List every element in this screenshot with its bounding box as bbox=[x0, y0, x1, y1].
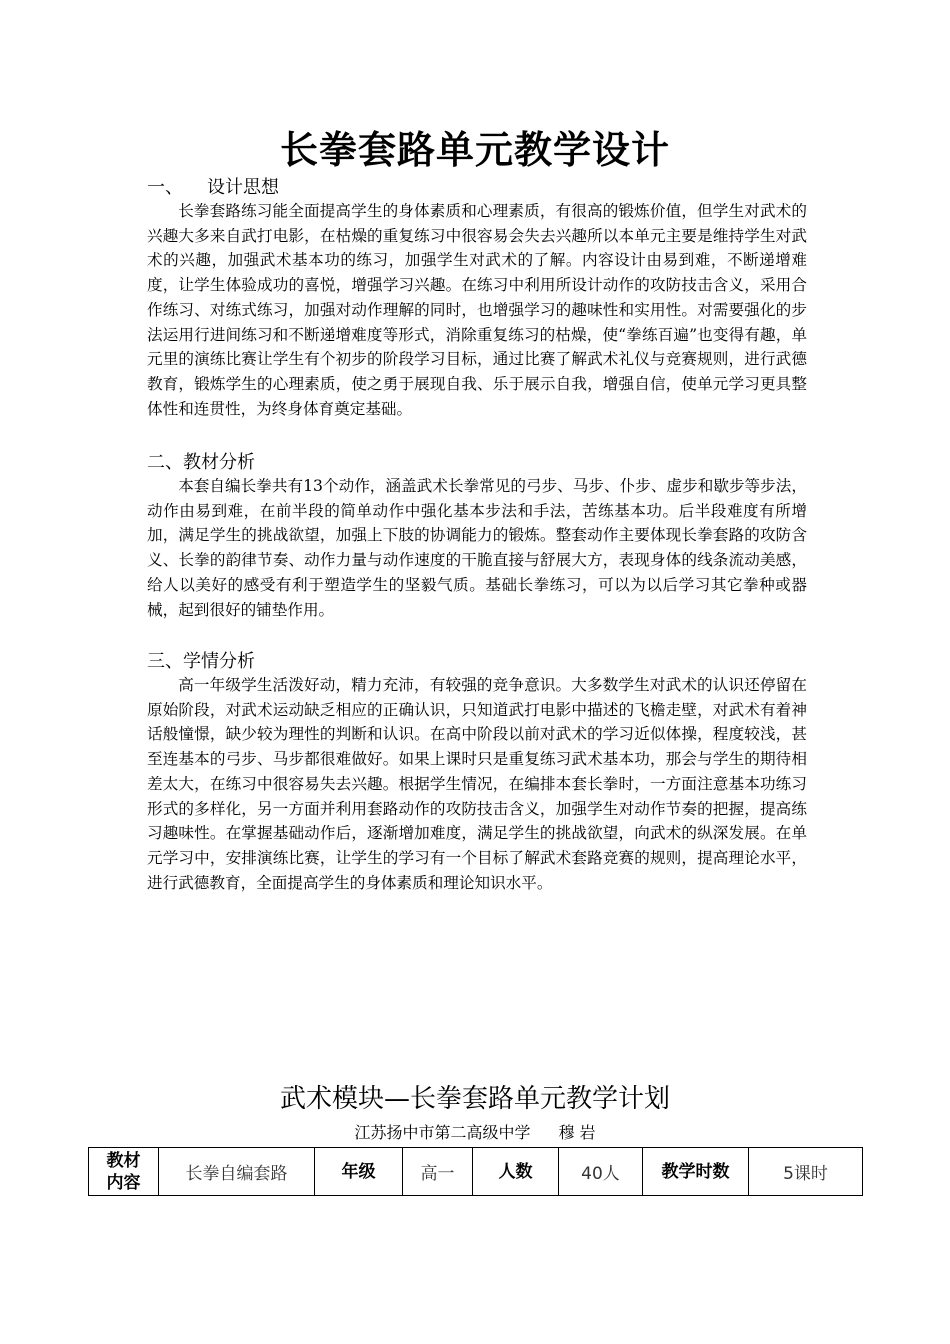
section-body-material-analysis: 本套自编长拳共有13个动作，涵盖武术长拳常见的弓步、马步、仆步、虚步和歇步等步法，动作由易到难，在前半段的简单动作中强化基本步法和手法，苦练基本功。后半段难度有所增加，满足学生的挑战欲望，加强上下肢的协调能力的锻炼。整套动作主要体现长拳套路的攻防含义、长拳的韵律节奏、动作力量与动作速度的干脆直接与舒展大方，表现身体的线条流动美感，给人以美好的感受有利于塑造学生的坚毅气质。基础长拳练习，可以为以后学习其它拳种或器械，起到很好的铺垫作用。 bbox=[147, 477, 807, 619]
section-body-design-idea: 长拳套路练习能全面提高学生的身体素质和心理素质，有很高的锻炼价值，但学生对武术的兴趣大多来自武打电影，在枯燥的重复练习中很容易会失去兴趣所以本单元主要是维持学生对武术的兴趣，加强武术基本功的练习，加强学生对武术的了解。内容设计由易到难，不断递增难度，让学生体验成功的喜悦，增强学习兴趣。在练习中利用所设计动作的攻防技击含义，采用合作练习、对练式练习，加强对动作理解的同时，也增强学习的趣味性和实用性。对需要强化的步法运用行进间练习和不断递增难度等形式，消除重复练习的枯燥，使“拳练百遍”也变得有趣，单元里的演练比赛让学生有个初步的阶段学习目标，通过比赛了解武术礼仪与竞赛规则，进行武德教育，锻炼学生的心理素质，使之勇于展现自我、乐于展示自我，增强自信，使单元学习更具整体性和连贯性，为终身体育奠定基础。 bbox=[147, 202, 807, 418]
plan-title: 武术模块—长拳套路单元教学计划 bbox=[279, 1084, 670, 1114]
material-label-line1: 教材 bbox=[106, 1150, 141, 1171]
section-body-student-analysis: 高一年级学生活泼好动，精力充沛，有较强的竞争意识。大多数学生对武术的认识还停留在原始阶段，对武术运动缺乏相应的正确认识，只知道武打电影中描述的飞檐走壁，对武术有着神话般憧憬，缺少较为理性的判断和认识。在高中阶段以前对武术的学习近似体操，程度较浅，甚至连基本的弓步、马步都很难做好。如果上课时只是重复练习武术基本功，那会与学生的期待相差太大，在练习中很容易失去兴趣。根据学生情况，在编排本套长拳时，一方面注意基本功练习形式的多样化，另一方面并利用套路动作的攻防技击含义，加强学生对动作节奏的把握，提高练习趣味性。在掌握基础动作后，逐渐增加难度，满足学生的挑战欲望，向武术的纵深发展。在单元学习中，安排演练比赛，让学生的学习有一个目标了解武术套路竞赛的规则，提高理论水平，进行武德教育，全面提高学生的身体素质和理论知识水平。 bbox=[147, 676, 807, 892]
material-label-line2: 内容 bbox=[106, 1172, 141, 1193]
section-title: 设计思想 bbox=[207, 177, 279, 198]
material-value-cell: 长拳自编套路 bbox=[159, 1148, 315, 1196]
hours-label-cell: 教学时数 bbox=[643, 1148, 749, 1196]
material-label-cell bbox=[89, 1148, 159, 1196]
school-name: 江苏扬中市第二高级中学 bbox=[354, 1123, 531, 1142]
plan-info-table bbox=[88, 1147, 863, 1196]
table-row bbox=[89, 1148, 863, 1196]
document-title: 长拳套路单元教学设计 bbox=[279, 128, 670, 172]
plan-subtitle bbox=[0, 1122, 950, 1144]
grade-value-cell: 高一 bbox=[403, 1148, 473, 1196]
section-number: 一、 bbox=[147, 177, 183, 198]
count-value-cell: 40人 bbox=[559, 1148, 643, 1196]
section-heading-material-analysis: 二、教材分析 bbox=[147, 452, 255, 473]
grade-label-cell: 年级 bbox=[315, 1148, 403, 1196]
section-heading-student-analysis: 三、学情分析 bbox=[147, 651, 255, 672]
count-label-cell: 人数 bbox=[473, 1148, 559, 1196]
author-name: 穆 岩 bbox=[558, 1123, 596, 1142]
hours-value-cell: 5课时 bbox=[749, 1148, 863, 1196]
section-heading-design-idea bbox=[147, 176, 279, 200]
